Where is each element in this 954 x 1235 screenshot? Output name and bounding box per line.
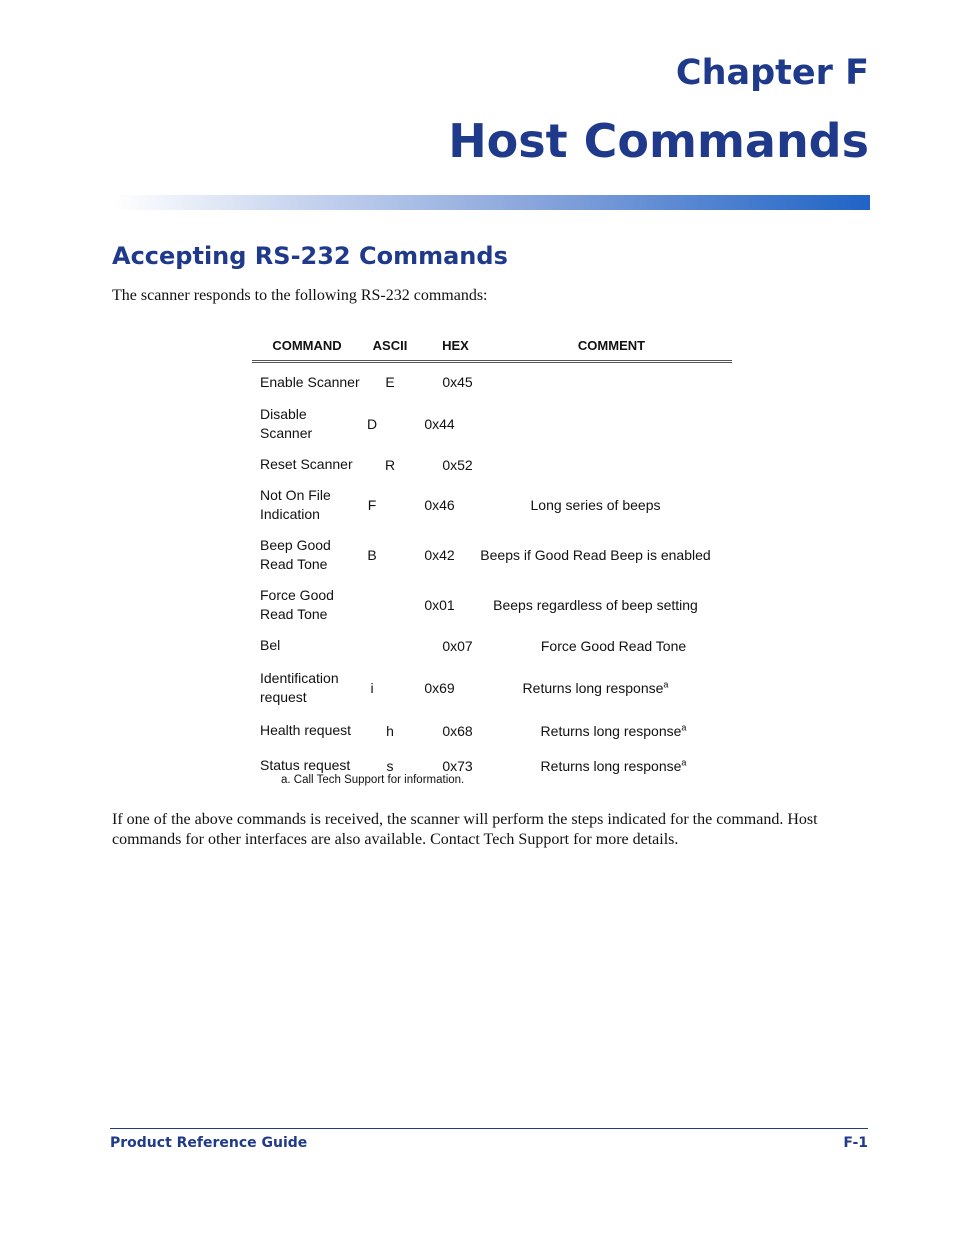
chapter-label: Chapter F xyxy=(675,53,869,93)
cell-command xyxy=(252,636,360,655)
footnote-marker: a xyxy=(681,721,687,732)
cell-ascii-text: F xyxy=(367,497,377,513)
cell-comment xyxy=(495,723,732,739)
header-command: COMMAND xyxy=(272,337,342,353)
cell-comment xyxy=(477,597,714,613)
cell-ascii xyxy=(342,497,402,513)
cell-hex xyxy=(420,374,495,390)
cell-ascii xyxy=(360,758,420,774)
table-body xyxy=(252,363,732,783)
footnote-marker: a xyxy=(681,756,687,767)
header-ascii: ASCII xyxy=(372,337,408,353)
cell-hex-text: 0x07 xyxy=(442,637,473,654)
cell-ascii-text: D xyxy=(366,416,378,432)
cell-hex-text: 0x68 xyxy=(442,722,473,739)
cell-comment xyxy=(495,638,732,654)
table-row xyxy=(252,365,732,399)
cell-comment xyxy=(477,547,714,563)
cell-hex-text: 0x44 xyxy=(424,416,455,432)
table-row xyxy=(252,580,732,630)
cell-hex-text: 0x45 xyxy=(442,374,473,390)
cell-ascii-text: B xyxy=(367,547,377,563)
cell-command-text: Health request xyxy=(260,722,352,738)
chapter-title: Host Commands xyxy=(448,114,869,168)
cell-hex xyxy=(420,457,495,473)
cell-ascii-text: h xyxy=(386,722,394,739)
cell-command xyxy=(252,455,360,474)
cell-hex-text: 0x73 xyxy=(442,757,473,774)
cell-hex xyxy=(402,497,477,513)
table-row xyxy=(252,480,732,530)
cell-ascii-text: i xyxy=(370,679,374,696)
cell-hex-text: 0x01 xyxy=(424,597,455,613)
commands-table xyxy=(252,330,732,783)
footer-page-number: F-1 xyxy=(843,1135,868,1151)
cell-command xyxy=(252,586,342,624)
cell-command xyxy=(252,721,360,740)
table-row xyxy=(252,714,732,747)
cell-hex xyxy=(402,416,477,432)
cell-comment-text: Force Good Read Tone xyxy=(540,637,687,654)
cell-hex xyxy=(402,547,477,563)
cell-ascii-text: R xyxy=(384,456,396,473)
cell-comment-text: Returns long response xyxy=(522,679,664,696)
cell-comment-text: Returns long response xyxy=(540,722,682,739)
cell-comment-text: Returns long response xyxy=(540,757,682,774)
intro-text: The scanner responds to the following RS-232 commands: xyxy=(112,287,488,304)
cell-comment xyxy=(495,758,732,774)
cell-hex xyxy=(402,680,477,696)
cell-command-text: Status request xyxy=(260,757,351,773)
cell-comment-text: Beeps if Good Read Beep is enabled xyxy=(480,547,711,563)
table-row xyxy=(252,661,732,714)
cell-command-text: Force Good Read Tone xyxy=(260,587,334,622)
body-paragraph: If one of the above commands is received, the scanner will perform the steps indicated for the command. Host commands for other interfaces are also available. Contact Tech Support for more details. xyxy=(112,811,818,848)
cell-hex xyxy=(420,723,495,739)
cell-ascii xyxy=(360,374,420,390)
cell-ascii xyxy=(360,457,420,473)
table-row xyxy=(252,530,732,580)
section-heading: Accepting RS-232 Commands xyxy=(112,242,508,270)
cell-command xyxy=(252,405,342,443)
cell-command-text: Enable Scanner xyxy=(260,373,360,390)
table-row xyxy=(252,399,732,449)
cell-ascii-text: E xyxy=(385,374,395,390)
cell-ascii-text: s xyxy=(386,757,394,774)
cell-comment-text: Long series of beeps xyxy=(530,497,661,513)
cell-hex xyxy=(420,638,495,654)
cell-hex-text: 0x42 xyxy=(424,547,455,563)
cell-comment xyxy=(477,497,714,513)
cell-command xyxy=(252,669,342,707)
cell-ascii xyxy=(342,547,402,563)
footnote-marker: a xyxy=(663,678,669,689)
table-row xyxy=(252,449,732,480)
cell-hex xyxy=(402,597,477,613)
table-row xyxy=(252,630,732,661)
cell-command xyxy=(252,486,342,524)
cell-comment-text: Beeps regardless of beep setting xyxy=(493,597,698,613)
cell-command-text: Bel xyxy=(260,637,281,653)
cell-ascii xyxy=(342,680,402,696)
cell-command-text: Not On File Indication xyxy=(260,487,331,522)
cell-command xyxy=(252,756,360,775)
cell-command-text: Beep Good Read Tone xyxy=(260,537,331,572)
table-footnote: a. Call Tech Support for information. xyxy=(281,774,465,786)
cell-hex-text: 0x52 xyxy=(442,456,473,473)
table-header xyxy=(252,330,732,363)
cell-hex-text: 0x69 xyxy=(424,679,455,696)
cell-ascii xyxy=(342,416,402,432)
cell-command-text: Identification request xyxy=(260,669,339,705)
header-hex: HEX xyxy=(442,337,469,353)
footer-guide-title: Product Reference Guide xyxy=(110,1135,308,1151)
cell-command xyxy=(252,536,342,574)
cell-comment xyxy=(477,680,714,696)
footer-rule xyxy=(110,1128,868,1129)
chapter-rule-bar xyxy=(112,195,870,210)
header-comment: COMMENT xyxy=(577,337,646,353)
cell-ascii xyxy=(360,723,420,739)
cell-command-text: Disable Scanner xyxy=(260,406,313,441)
cell-command-text: Reset Scanner xyxy=(260,456,353,472)
cell-hex-text: 0x46 xyxy=(424,497,455,513)
cell-hex xyxy=(420,758,495,774)
cell-command xyxy=(252,373,360,392)
